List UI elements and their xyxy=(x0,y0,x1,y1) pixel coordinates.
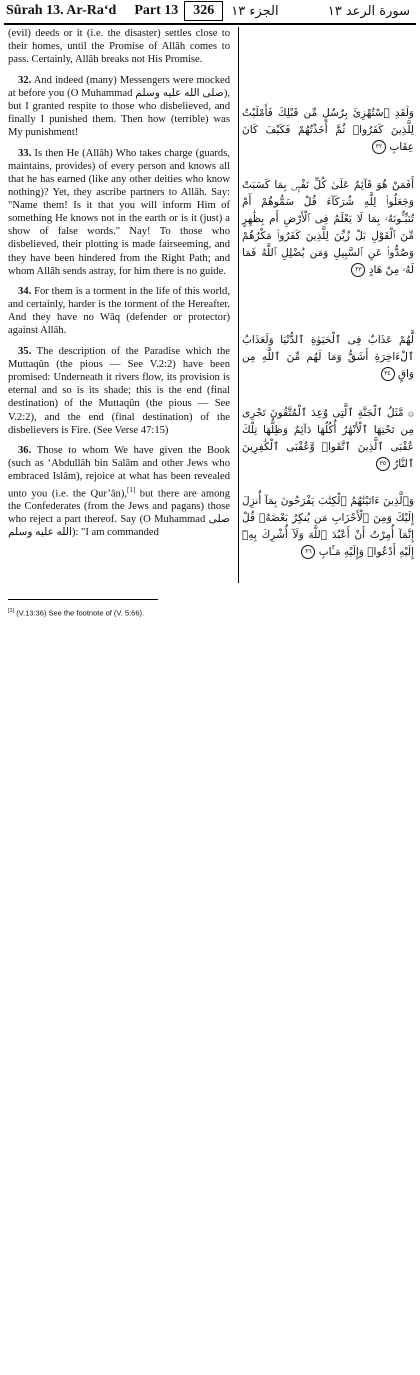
arabic-verse-32 xyxy=(242,105,414,156)
arabic-text: وَٱلَّذِينَ ءَاتَيْنَٰهُمُ ٱلْكِتَٰبَ يَفْرَحُونَ بِمَآ أُنزِلَ إِلَيْكَ وَمِنَ ٱلْأَحْزَابِ مَن يُنكِرُ بَعْضَهُۥ قُلْ إِنَّمَآ أُمِرْتُ أَنْ أَعْبُدَ ٱللَّهَ وَلَآ أُشْرِكَ بِهِۦٓ إِلَيْهِ أَدْعُوا۟ وَإِلَيْهِ مَـَٔابِ xyxy=(242,495,414,558)
footnote-text: (V.13:36) See the footnote of (V. 5:66). xyxy=(16,608,145,618)
arabic-verse-35 xyxy=(242,405,414,473)
verse-text: And indeed (many) Messengers were mocked at before you (O Muhammad صلى الله عليه وسلم), but I granted respite to those who disbelieved, and finally I punished them. Then how (terrible) was My punishment! xyxy=(8,74,230,139)
arabic-text: لَّهُمْ عَذَابٌ فِى ٱلْحَيَوٰةِ ٱلدُّنْيَا وَلَعَذَابُ ٱلْءَاخِرَةِ أَشَقُّ وَمَا لَهُم مِّنَ ٱللَّهِ مِن وَاقٍ xyxy=(242,334,414,380)
page-header xyxy=(4,0,416,22)
verse-end-marker: ٣٢ xyxy=(372,140,386,154)
verse-text: but there are among the Confederates (from the Jews and pagans) those who reject a part thereof. Say (O Muhammad صلى الله عليه وسلم): "I am commanded xyxy=(8,488,230,539)
verse-text: The description of the Paradise which the Muttaqûn (the pious — See V.2:2) have been promised: Underneath it rivers flow, its provision is eternal and so is its shade; this is the end (final destination) of the Muttaqûn (the pious — See V.2:2), and the end (final destination) of the disbelievers is Fire. (See Verse 47:15) xyxy=(8,346,230,436)
verse-text: Those to whom We have given the Book (such as ‘Abdullâh bin Salâm and other Jews who embraced Islâm), rejoice at what has been revealed unto you (i.e. the Qur’ân), xyxy=(8,445,230,500)
arabic-text: وَلَقَدِ ٱسْتُهْزِئَ بِرُسُلٍ مِّن قَبْلِكَ فَأَمْلَيْتُ لِلَّذِينَ كَفَرُوا۟ ثُمَّ أَخَذْتُهُمْ فَكَيْفَ كَانَ عِقَابِ xyxy=(242,107,414,153)
translation-verse-36 xyxy=(8,444,230,539)
arabic-text: ۞ مَّثَلُ ٱلْجَنَّةِ ٱلَّتِى وُعِدَ ٱلْمُتَّقُونَ تَجْرِى مِن تَحْتِهَا ٱلْأَنْهَٰرُ أُكُلُهَا دَآئِمٌ وَظِلُّهَا تِلْكَ عُقْبَى ٱلَّذِينَ ٱتَّقَوا۟ وَّعُقْبَى ٱلْكَٰفِرِينَ ٱلنَّارُ xyxy=(242,407,414,470)
verse-text: Is then He (Allâh) Who takes charge (guards, maintains, provides) of every person and knows all that he has earned (like any other deities who know nothing)? Yet, they ascribe partners to Allâh. Say: "Name them! Is it that you will inform Him of something He knows not in the earth or is it (just) a show of false words." Nay! To those who disbelieved, their plotting is made fairseeming, and they have been hindered from the Right Path; and whom Allâh sends astray, for him there is no guide. xyxy=(8,147,230,277)
verse-number: 35. xyxy=(18,346,32,358)
verse-number: 34. xyxy=(18,286,32,298)
translation-verse-32 xyxy=(8,74,230,139)
arabic-verse-34 xyxy=(242,332,414,383)
arabic-verse-36 xyxy=(242,493,414,561)
translation-column xyxy=(8,27,230,547)
verse-end-marker: ٣٤ xyxy=(381,367,395,381)
part-label: Part 13 xyxy=(134,3,179,18)
column-divider xyxy=(238,27,239,583)
arabic-verse-33 xyxy=(242,177,414,279)
juz-arabic: الجزء ١٣ xyxy=(231,3,279,19)
translation-verse-34 xyxy=(8,285,230,337)
footnote xyxy=(8,608,308,618)
verse-text: For them is a torment in the life of this world, and certainly, harder is the torment of the Hereafter. And they have no Wâq (defender or protector) against Allâh. xyxy=(8,286,230,337)
footnote-marker[interactable]: [1] xyxy=(127,485,136,494)
surah-title: Sûrah 13. Ar-Ra‘d xyxy=(6,3,117,18)
verse-number: 32. xyxy=(18,74,32,86)
arabic-text: أَفَمَنْ هُوَ قَآئِمٌ عَلَىٰ كُلِّ نَفْسٍۭ بِمَا كَسَبَتْ وَجَعَلُوا۟ لِلَّهِ شُرَكَآءَ قُلْ سَمُّوهُمْ أَمْ تُنَبِّـُٔونَهُۥ بِمَا لَا يَعْلَمُ فِى ٱلْأَرْضِ أَم بِظَٰهِرٍ مِّنَ ٱلْقَوْلِ بَلْ زُيِّنَ لِلَّذِينَ كَفَرُوا۟ مَكْرُهُمْ وَصُدُّوا۟ عَنِ ٱلسَّبِيلِ وَمَن يُضْلِلِ ٱللَّهُ فَمَا لَهُۥ مِنْ هَادٍ xyxy=(242,179,414,276)
verse-number: 33. xyxy=(18,147,32,159)
verse-end-marker: ٣٦ xyxy=(301,545,315,559)
translation-continuation: (evil) deeds or it (i.e. the disaster) settles close to their homes, until the Promise of Allâh comes to pass. Certainly, Allâh breaks not His Promise. xyxy=(8,28,230,66)
footnote-label: [1] xyxy=(8,608,15,614)
translation-verse-33 xyxy=(8,147,230,278)
surah-title-arabic: سورة الرعد ١٣ xyxy=(327,3,410,19)
verse-number: 36. xyxy=(18,445,32,457)
header-rule xyxy=(4,23,416,25)
footnote-rule xyxy=(8,599,158,600)
verse-end-marker: ٣٥ xyxy=(376,457,390,471)
translation-verse-35 xyxy=(8,345,230,437)
page-number: 326 xyxy=(184,1,223,21)
verse-end-marker: ٣٣ xyxy=(351,263,365,277)
